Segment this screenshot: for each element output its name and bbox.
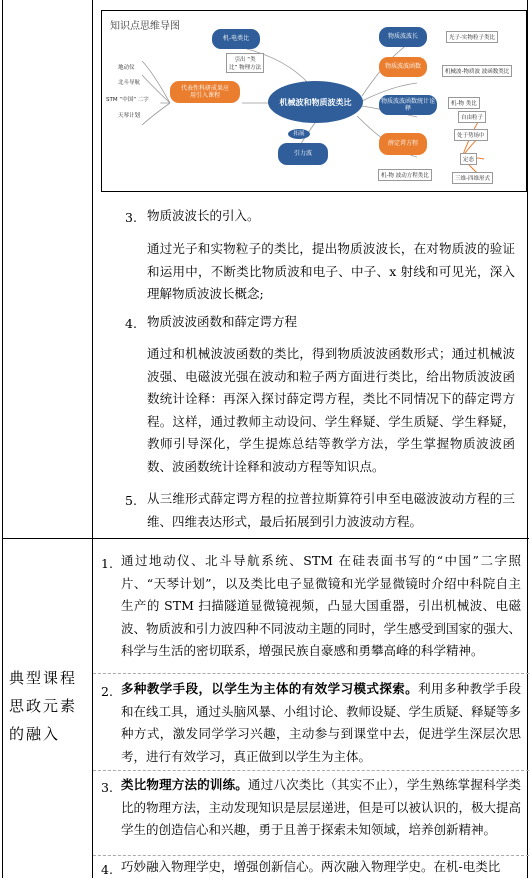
ideology-lead: 类比物理方法的训练。 (121, 777, 249, 792)
ideology-number: 2. (101, 684, 113, 699)
section-label: 典型课程思政元素的融入 (9, 669, 78, 743)
item-title: 从三维形式薛定谔方程的拉普拉斯算符引申至电磁波波动方程的三维、四维表达形式，最后拓展到引力波波动方程。 (147, 491, 515, 529)
ideology-text: 通过八次类比（其实不止），学生熟练掌握科学类比的物理方法，主动发现知识是层层递进，但是可以被认识的，极大提高学生的创造信心和兴趣，勇于且善于探索未知领域，培养创新精神。 (121, 777, 522, 837)
mindmap-node-gravity: 引力波 (278, 143, 328, 165)
item-body: 通过光子和实物粒子的类比，提出物质波波长，在对物质波的验证和运用中，不断类比物质波和电子、中子、x 射线和可见光，深入理解物质波波长概念; (147, 241, 515, 301)
mindmap-tag: 三维-四维形式 (452, 172, 493, 184)
mindmap-left-item: STM “中国” 二字 (106, 97, 149, 103)
mindmap-left-item: 北斗导航 (118, 80, 141, 86)
item-title: 物质波波长的引入。 (147, 208, 260, 223)
item-number: 5. (125, 493, 137, 508)
content-table (2, 0, 528, 878)
mindmap-left-item: 地动仪 (118, 65, 135, 71)
ideology-paragraph (121, 774, 521, 842)
item-body: 通过和机械波波函数的类比，得到物质波波函数形式；通过机械波波强、电磁波光强在波动和粒子两方面进行类比，给出物质波波函数统计诠释：再深入探讨薛定谔方程，类比不同情况下的薛定谔方程。这样，通过教师主动设问、学生释疑、学生质疑、学生释疑，教师引导深化，学生提炼总结等教学方法，学生掌握物质波波函数、波函数统计诠释和波动方程等知识点。 (147, 346, 515, 474)
item-number: 3. (125, 210, 137, 225)
mindmap-tag: 机械波-物质波 波函数类比 (442, 65, 512, 77)
mindmap-node-top: 机-电类比 (212, 29, 260, 49)
item-separator (93, 770, 529, 771)
mindmap-left-box: 代表性科研成果应 用引入课程 (170, 81, 240, 103)
mindmap-intro-box: 引出 “类 比” 物理方法 (226, 53, 264, 73)
ideology-paragraph (121, 678, 521, 768)
ideology-number: 1. (101, 556, 113, 571)
item-separator (93, 673, 529, 674)
mindmap-right-node: 物质波波长 (379, 27, 427, 47)
mindmap-tag: 机-物 类比 (448, 97, 480, 109)
ideology-lead: 多种教学手段，以学生为主体的有效学习模式探索。 (121, 681, 419, 696)
mindmap-tag: 光子-实物粒子类比 (446, 31, 498, 43)
mindmap-extension-label: 拓展 (288, 129, 310, 139)
mindmap-title: 知识点思维导图 (110, 21, 180, 32)
mindmap-tag: 机-物 波动方程类比 (378, 169, 432, 181)
mindmap-tag: 处于势场中 (454, 129, 488, 141)
ideology-text: 巧妙融入物理学史，增强创新信心。两次融入物理学史。在机-电类比 (121, 859, 501, 874)
mindmap-center-node: 机械波和物质波类比 (268, 81, 363, 123)
mindmap-tag: 定态 (460, 153, 477, 165)
mindmap-right-node: 物质波波函数统计诠释 (379, 95, 437, 115)
ideology-number: 4. (101, 862, 113, 877)
item-title: 物质波波函数和薛定谔方程 (147, 314, 298, 329)
mindmap-left-item: 天琴计划 (118, 113, 141, 119)
column-divider (92, 0, 93, 878)
row-divider (3, 538, 529, 539)
item-number: 4. (125, 316, 137, 331)
ideology-text: 利用多种教学手段和在线工具，通过头脑风暴、小组讨论、教师设疑、学生质疑、释疑等多种方式，激发同学学习兴趣，主动参与到课堂中去，促进学生深层次思考，进行有效学习，真正做到以学生为主体。 (121, 681, 522, 764)
ideology-text: 通过地动仪、北斗导航系统、STM 在硅表面书写的“中国”二字照片、“天琴计划”，以及类比电子显微镜和光学显微镜时介绍中科院自主生产的 STM 扫描隧道显微镜视频，凸显大国重器，引出机械波、电磁波、物质波和引力波四种不同波动主题的同时，学生感受到国家的强大、科学与生活的密切联系，增强民族自豪感和勇攀高峰的科学精神。 (121, 553, 522, 658)
mindmap-right-node: 薛定谔方程 (379, 133, 427, 155)
mindmap-right-node: 物质波波函数 (379, 57, 427, 77)
ideology-number: 3. (101, 780, 113, 795)
mindmap-tag: 自由粒子 (458, 111, 486, 123)
mindmap-figure (101, 10, 527, 192)
